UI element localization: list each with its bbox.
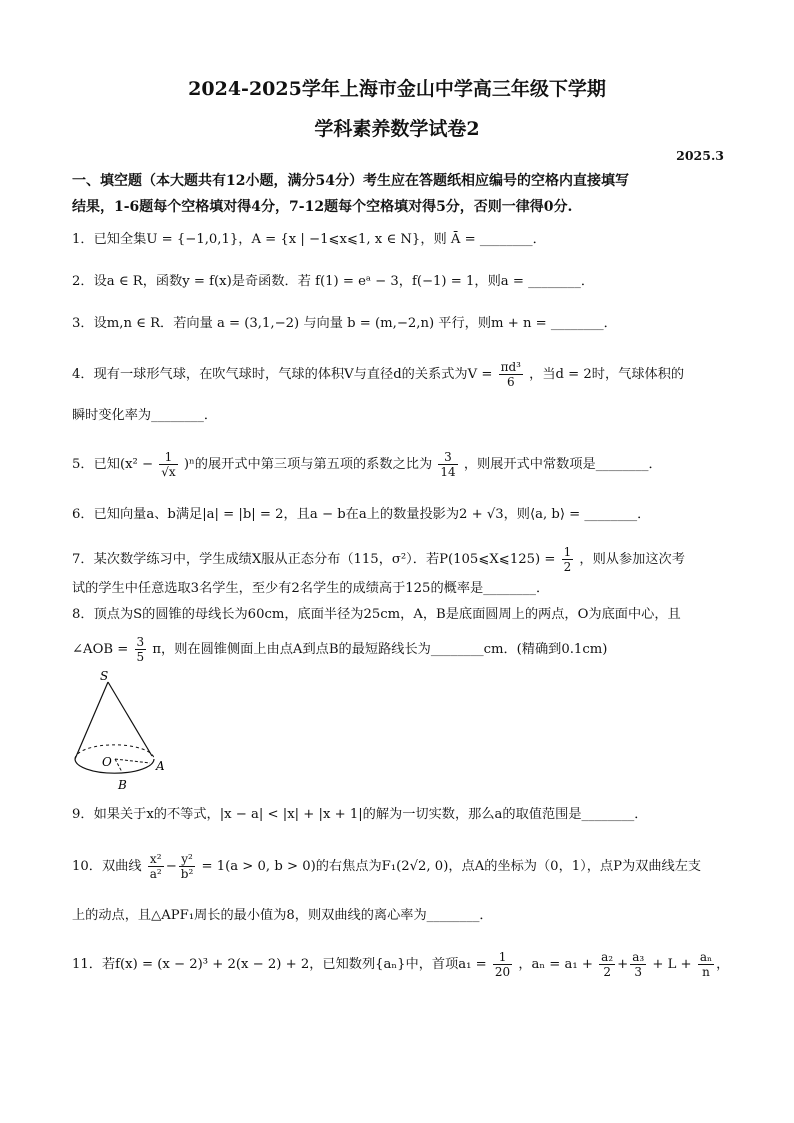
label-s: S [100, 669, 109, 683]
question-7 [72, 545, 732, 574]
q4-frac-num: πd³ [500, 360, 521, 374]
label-a: A [156, 759, 165, 773]
q4-frac-den: 6 [506, 375, 515, 389]
label-b: B [118, 778, 127, 792]
q10-text-b: = 1(a > 0, b > 0)的右焦点为F₁(2√2, 0)，点A的坐标为（0，1），点P为双曲线左支 [201, 859, 702, 874]
q11-text-a: 11．若f(x) = (x − 2)³ + 2(x − 2) + 2，已知数列{aₙ}中，首项a₁ = [72, 957, 487, 972]
q4-text-a: 4．现有一球形气球，在吹气球时，气球的体积V与直径d的关系式为V = [72, 367, 493, 382]
exam-title-line2: 学科素养数学试卷2 [314, 118, 480, 140]
q5-fraction [438, 450, 457, 479]
section-heading [72, 168, 722, 220]
question-10-cont: 上的动点，且△APF₁周长的最小值为8，则双曲线的离心率为________． [72, 908, 493, 923]
q8-fraction [135, 635, 147, 664]
q4-fraction [499, 360, 523, 389]
q8-text-c: π，则在圆锥侧面上由点A到点B的最短路线长为________cm．(精确到0.1cm) [152, 642, 608, 657]
section-heading-line1: 一、填空题（本大题共有12小题，满分54分）考生应在答题纸相应编号的空格内直接填写 [72, 173, 629, 189]
q5-text-b: )ⁿ的展开式中第三项与第五项的系数之比为 [183, 457, 433, 472]
question-11: 11．若f(x) = (x − 2)³ + 2(x − 2) + 2，已知数列{aₙ}中，首项a₁ = $\frac{1}{20}$ ，aₙ = a₁ + $\frac{\text{a₂}}{2}$ + $\frac{\text{a₃}}{3}$ + L + $\frac{\text{aₙ}}{n}$ ， [72, 950, 730, 979]
section-heading-line2: 结果，1-6题每个空格填对得4分，7-12题每个空格填对得5分，否则一律得0分. [72, 199, 573, 215]
question-9: 9．如果关于x的不等式，|x − a| < |x| + |x + 1|的解为一切实数，那么a的取值范围是________． [72, 807, 648, 822]
exam-date: 2025.3 [676, 148, 724, 163]
q5-inner-fraction: $\frac{1}{√x}$ [161, 450, 176, 479]
q7-text-b: ，则从参加这次考 [579, 552, 685, 567]
question-6: 6．已知向量a、b满足|a| = |b| = 2，且a − b在a上的数量投影为2 + √3，则⟨a, b⟩ = ________． [72, 507, 651, 522]
exam-title-line1: 2024-2025学年上海市金山中学高三年级下学期 [188, 78, 606, 100]
q5-frac-den: 14 [440, 465, 456, 479]
q11-frac-an: $\frac{\text{aₙ}}{n}$ [699, 950, 713, 979]
q11-frac-a2: $\frac{\text{a₂}}{2}$ [601, 950, 614, 979]
question-1: 1．已知全集U = {−1,0,1}，A = {x | −1⩽x⩽1, x ∈ N}，则 Ā = ________． [72, 232, 546, 247]
question-3: 3．设m,n ∈ R．若向量 a = (3,1,−2) 与向量 b = (m,−2,n) 平行，则m + n = ________． [72, 316, 617, 331]
q10-text-a: 10．双曲线 [72, 859, 142, 874]
question-4-cont: 瞬时变化率为________． [72, 408, 218, 423]
q4-text-b: ，当d = 2时，气球体积的 [529, 367, 685, 382]
question-4 [72, 360, 732, 389]
question-8-cont [72, 635, 732, 664]
q7-fraction [562, 545, 574, 574]
q7-text-a: 7．某次数学练习中，学生成绩X服从正态分布（115，σ²）．若P(105⩽X⩽125) = [72, 552, 556, 567]
question-2: 2．设a ∈ R，函数y = f(x)是奇函数．若 f(1) = eᵃ − 3，f(−1) = 1，则a = ________． [72, 274, 595, 289]
q11-frac-a3: $\frac{\text{a₃}}{3}$ [632, 950, 645, 979]
question-5 [72, 450, 732, 479]
q11-text-c: + L + [652, 957, 692, 972]
q10-frac-y: $\frac{\text{y²}}{\text{b²}}$ [180, 852, 194, 881]
q11-text-d: ， [716, 957, 730, 972]
q7-frac-den: 2 [563, 560, 572, 574]
q10-frac-x: $\frac{\text{x²}}{\text{a²}}$ [149, 852, 162, 881]
q8-frac-num: 3 [136, 635, 145, 649]
q5-text-c: ，则展开式中常数项是________． [463, 457, 662, 472]
cone-figure [70, 668, 180, 796]
q5-text-a: 5．已知(x² − [72, 457, 154, 472]
question-7-cont: 试的学生中任意选取3名学生，至少有2名学生的成绩高于125的概率是________． [72, 581, 550, 596]
label-o: O [102, 755, 112, 769]
q7-frac-num: 1 [563, 545, 572, 559]
q8-frac-den: 5 [136, 650, 145, 664]
question-8: 8．顶点为S的圆锥的母线长为60cm，底面半径为25cm，A，B是底面圆周上的两点，O为底面中心，且 [72, 607, 681, 622]
q5-frac-num: 3 [438, 450, 457, 465]
question-10: 10．双曲线 $\frac{\text{x²}}{\text{a²}}$ − $\frac{\text{y²}}{\text{b²}}$ = 1(a > 0, b > 0)的右焦点为F₁(2√2, 0)，点A的坐标为（0，1），点P为双曲线左支 [72, 852, 702, 881]
q11-frac-a1: $\frac{1}{20}$ [494, 950, 511, 979]
q11-text-b: ，aₙ = a₁ + [518, 957, 593, 972]
q8-text-b: ∠AOB = [72, 642, 129, 657]
